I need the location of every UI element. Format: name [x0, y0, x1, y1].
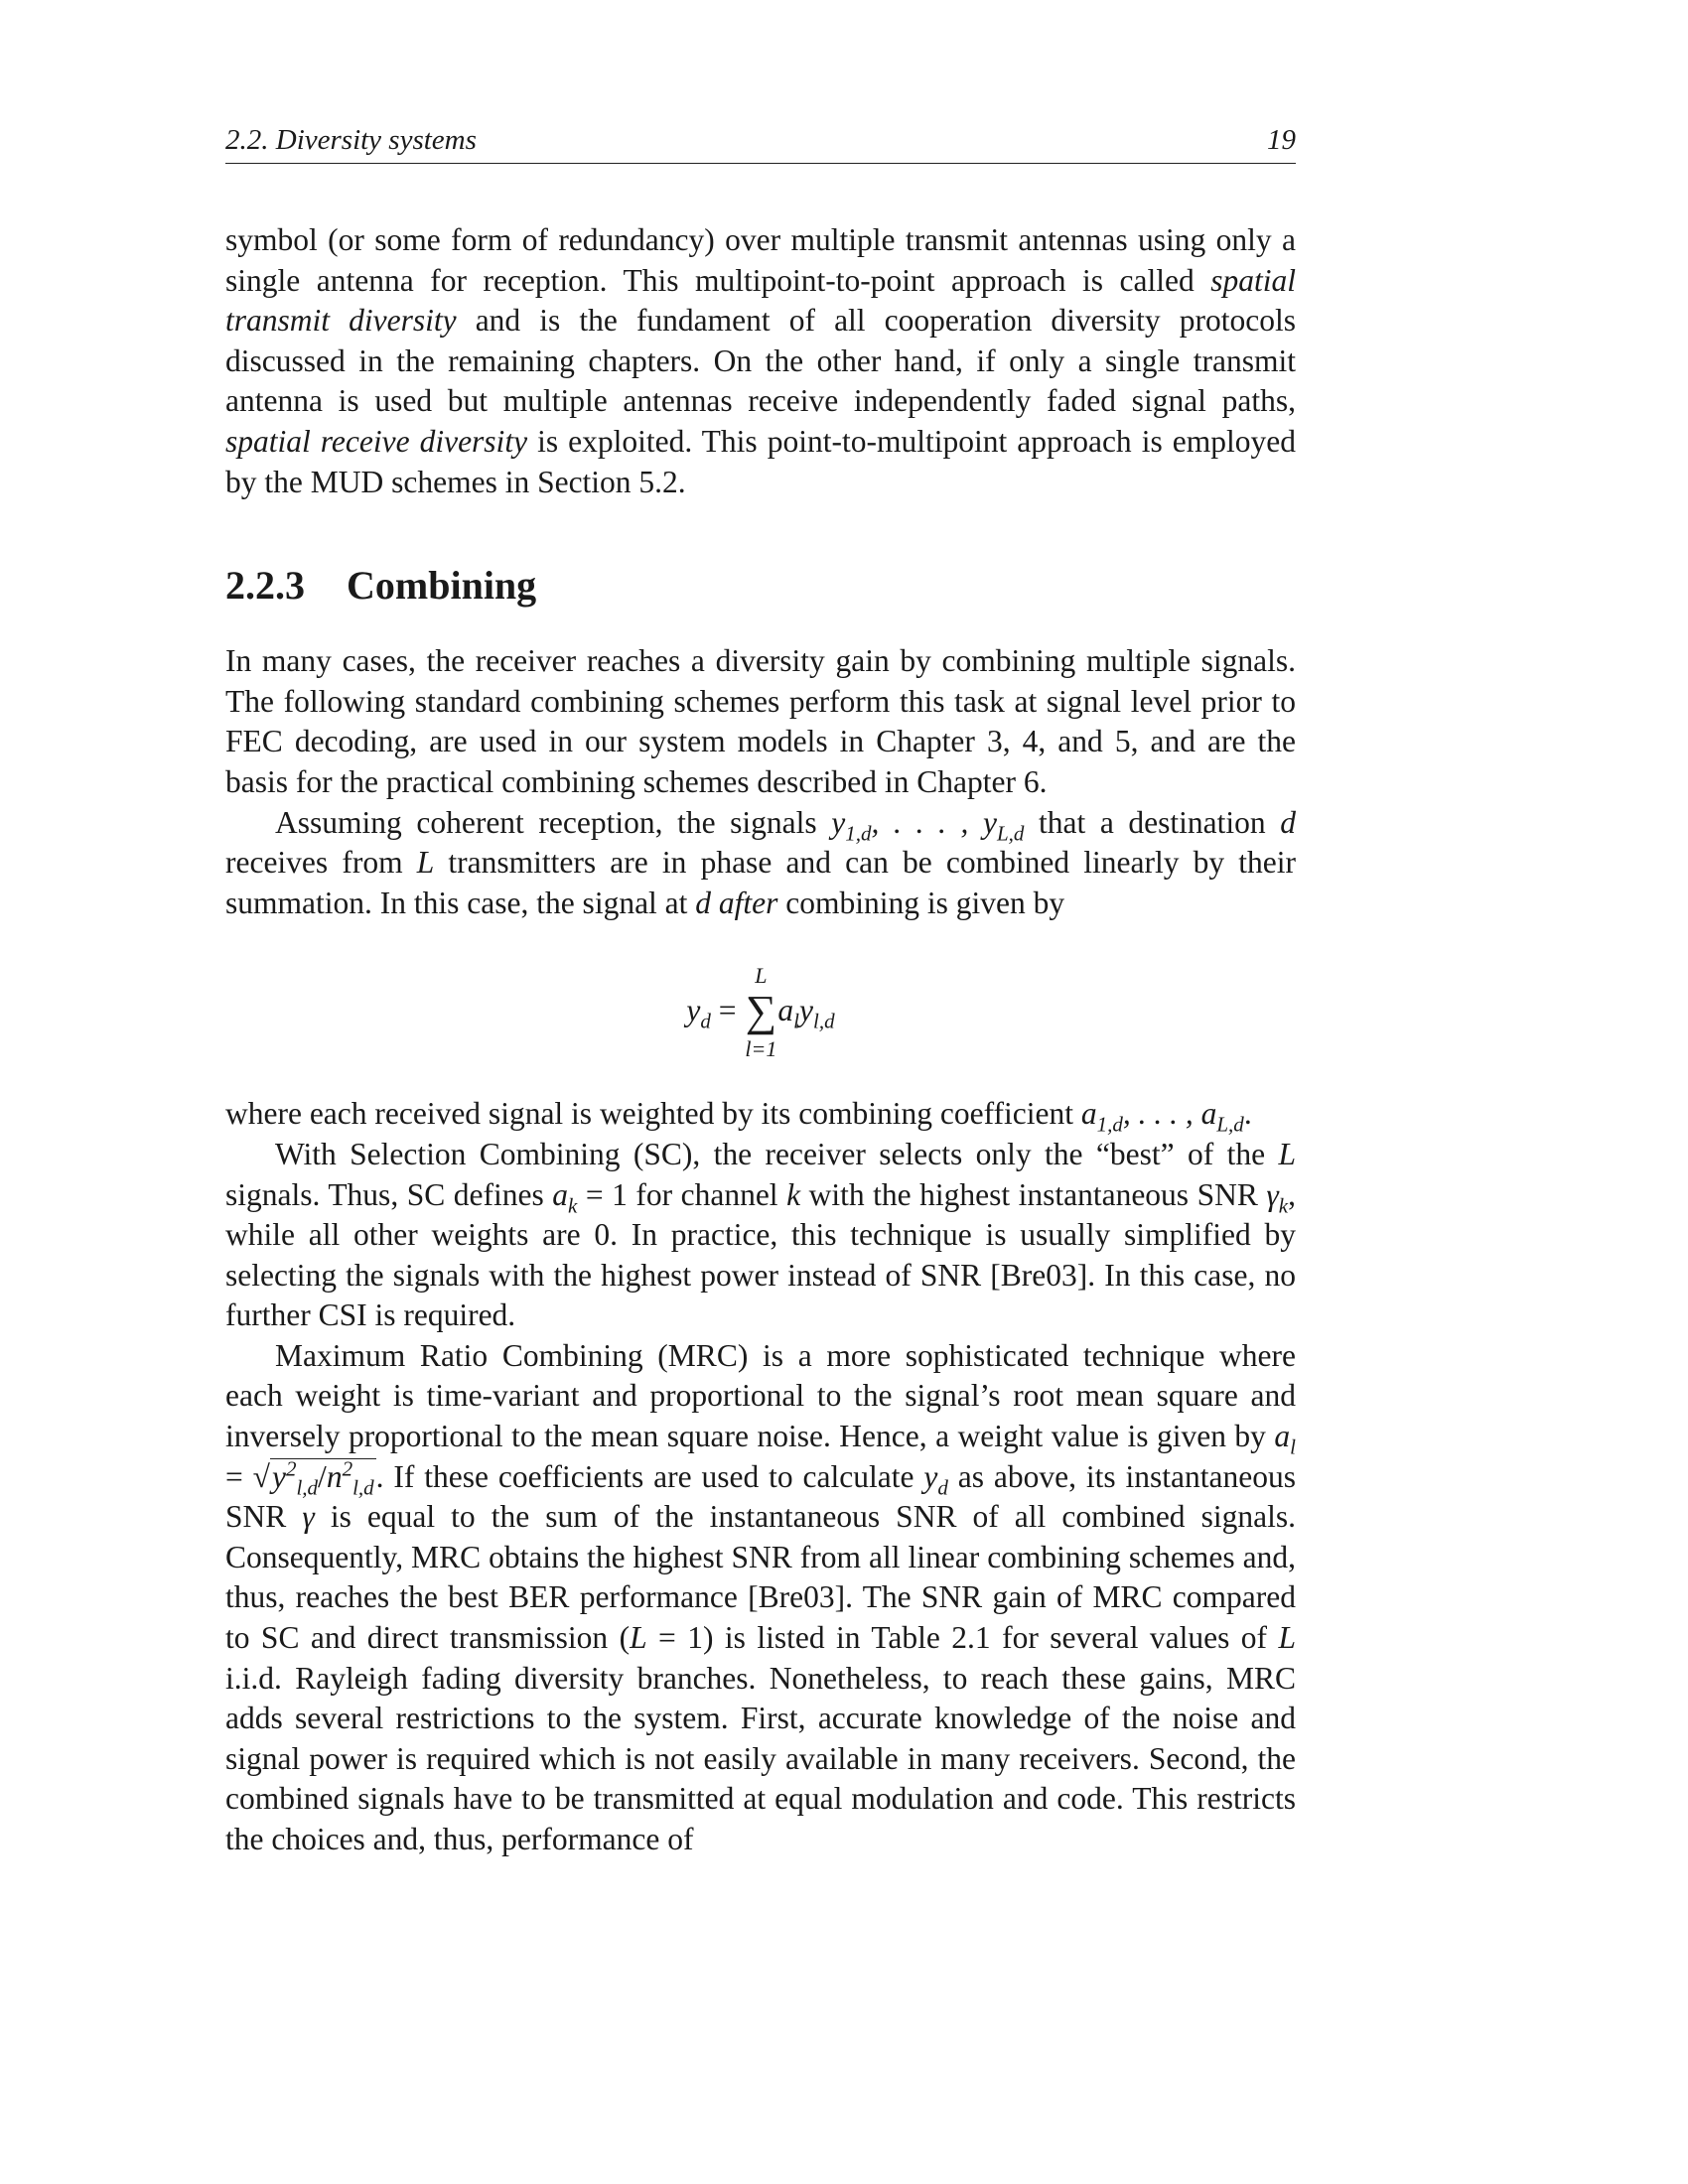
paragraph-6: [225, 1336, 1296, 1860]
math-sub: l,d: [352, 1474, 374, 1499]
sum-symbol: ∑: [745, 986, 777, 1035]
text: as above, its instantaneous SNR: [225, 1458, 1297, 1535]
text: where each received signal is weighted by its combining coefficient: [225, 1096, 1081, 1132]
math-sub: l,d: [296, 1474, 319, 1499]
emphasis-after: after: [718, 885, 778, 920]
text: symbol (or some form of redundancy) over multiple transmit antennas using only a single antenna for reception. This multipoint-to-point approach is called: [225, 222, 1296, 298]
section-heading: [225, 562, 1296, 610]
math: d: [695, 885, 712, 920]
paragraph-5: [225, 1135, 1296, 1336]
page-number: 19: [1267, 124, 1296, 156]
sum-lower-limit: l=1: [745, 1035, 777, 1061]
emphasis-spatial-transmit-diversity: spatial transmit diversity: [225, 262, 1296, 339]
math: y: [831, 804, 846, 840]
section-title: Combining: [347, 563, 537, 609]
math: y: [923, 1458, 938, 1494]
math: L: [1278, 1620, 1296, 1656]
paragraph-3: [225, 803, 1296, 924]
text: with the highest instantaneous SNR: [800, 1176, 1267, 1212]
text: With Selection Combining (SC), the receiver selects only the “best” of the: [275, 1136, 1279, 1171]
text: i.i.d. Rayleigh fading diversity branches. Nonetheless, to reach these gains, MRC adds several restrictions to the system. First, accurate knowledge of the noise and signal power is required which is not easily available in many receivers. Second, the combined signals have to be transmitted at equal modulation and code. This restricts the choices and, thus, performance of: [225, 1660, 1296, 1856]
paragraph-1: [225, 220, 1296, 502]
math-sub: k: [567, 1192, 578, 1217]
math-slash: /: [318, 1458, 327, 1494]
text: [711, 886, 719, 920]
paragraph-4: [225, 1094, 1296, 1135]
math-sub: l: [1290, 1434, 1296, 1459]
text: Maximum Ratio Combining (MRC) is a more sophisticated technique where each weight is time-variant and proportional to the signal’s root mean square and inversely proportional to the mean square noise. Hence, a weight value is given by: [225, 1337, 1296, 1454]
math-sup: 2: [285, 1456, 297, 1481]
text: is exploited. This point-to-multipoint approach is employed by the MUD schemes in Section 5.2.: [225, 423, 1296, 499]
display-equation: [225, 957, 1296, 1066]
math: k: [786, 1176, 801, 1212]
text: that a destination: [1024, 804, 1281, 840]
math: y: [271, 1458, 286, 1494]
math: , . . . , y: [871, 804, 997, 840]
math: a: [552, 1176, 568, 1212]
emphasis-spatial-receive-diversity: spatial receive diversity: [225, 423, 528, 459]
math: n: [326, 1458, 343, 1494]
paragraph-2: In many cases, the receiver reaches a diversity gain by combining multiple signals. The following standard combining schemes perform this task at signal level prior to FEC decoding, are used in our system models in Chapter 3, 4, and 5, and are the basis for the practical combining schemes described in Chapter 6.: [225, 643, 1296, 799]
math-sub: L,d: [996, 820, 1025, 845]
eq-lhs: y: [686, 993, 701, 1028]
math: L: [1278, 1136, 1296, 1171]
math: L: [630, 1620, 647, 1656]
text: = 1 for channel: [577, 1176, 787, 1212]
text: .: [1243, 1096, 1252, 1132]
sqrt-symbol: √: [252, 1458, 270, 1494]
math-sub: 1,d: [1096, 1112, 1123, 1137]
math-sub: L,d: [1216, 1112, 1244, 1137]
eq-equals: =: [710, 993, 745, 1028]
math: , . . . , a: [1122, 1096, 1217, 1132]
sqrt-radicand: [270, 1456, 376, 1499]
math-sub: 1,d: [845, 820, 872, 845]
header-section-title: 2.2. Diversity systems: [225, 124, 477, 156]
page-body: [225, 220, 1296, 1860]
sum-upper-limit: L: [755, 962, 768, 988]
math: L: [416, 845, 435, 881]
math: a: [1080, 1096, 1097, 1132]
eq-rhs-sub: l: [793, 1009, 799, 1033]
eq-rhs: a: [777, 993, 794, 1028]
math: γ: [1266, 1176, 1279, 1212]
math-sub: d: [937, 1474, 948, 1499]
eq-lhs-sub: d: [700, 1009, 711, 1033]
running-header: [225, 124, 1296, 164]
math: a: [1274, 1419, 1291, 1454]
eq-rhs: y: [799, 993, 813, 1028]
text: receives from: [225, 845, 417, 881]
section-number: 2.2.3: [225, 563, 305, 609]
text: = 1) is listed in Table 2.1 for several values of: [646, 1620, 1279, 1656]
text: is equal to the sum of the instantaneous SNR of all combined signals. Consequently, MRC obtains the highest SNR from all linear combining schemes and, thus, reaches the best BER performance [Bre03]. The SNR gain of MRC compared to SC and direct transmission (: [225, 1499, 1296, 1656]
math-sub: k: [1278, 1192, 1289, 1217]
math-equals: =: [225, 1458, 253, 1494]
text: and is the fundament of all cooperation diversity protocols discussed in the remaining chapters. On the other hand, if only a single transmit antenna is used but multiple antennas receive independently faded signal paths,: [225, 303, 1296, 419]
eq-rhs-sub: l,d: [812, 1009, 835, 1033]
summation: [744, 962, 777, 1061]
text: , while all other weights are 0. In practice, this technique is usually simplified by selecting the signals with the highest power instead of SNR [Bre03]. In this case, no further CSI is required.: [225, 1176, 1296, 1333]
text: combining is given by: [777, 885, 1065, 920]
text: signals. Thus, SC defines: [225, 1176, 553, 1212]
mean-y-squared: [271, 1456, 319, 1499]
mean-n-squared: [326, 1456, 374, 1499]
math: d: [1280, 804, 1296, 840]
math-sup: 2: [342, 1456, 353, 1481]
math: γ: [302, 1499, 315, 1535]
text: . If these coefficients are used to calculate: [375, 1458, 924, 1494]
text: transmitters are in phase and can be combined linearly by their summation. In this case, the signal at: [225, 845, 1297, 920]
text: Assuming coherent reception, the signals: [275, 804, 832, 840]
